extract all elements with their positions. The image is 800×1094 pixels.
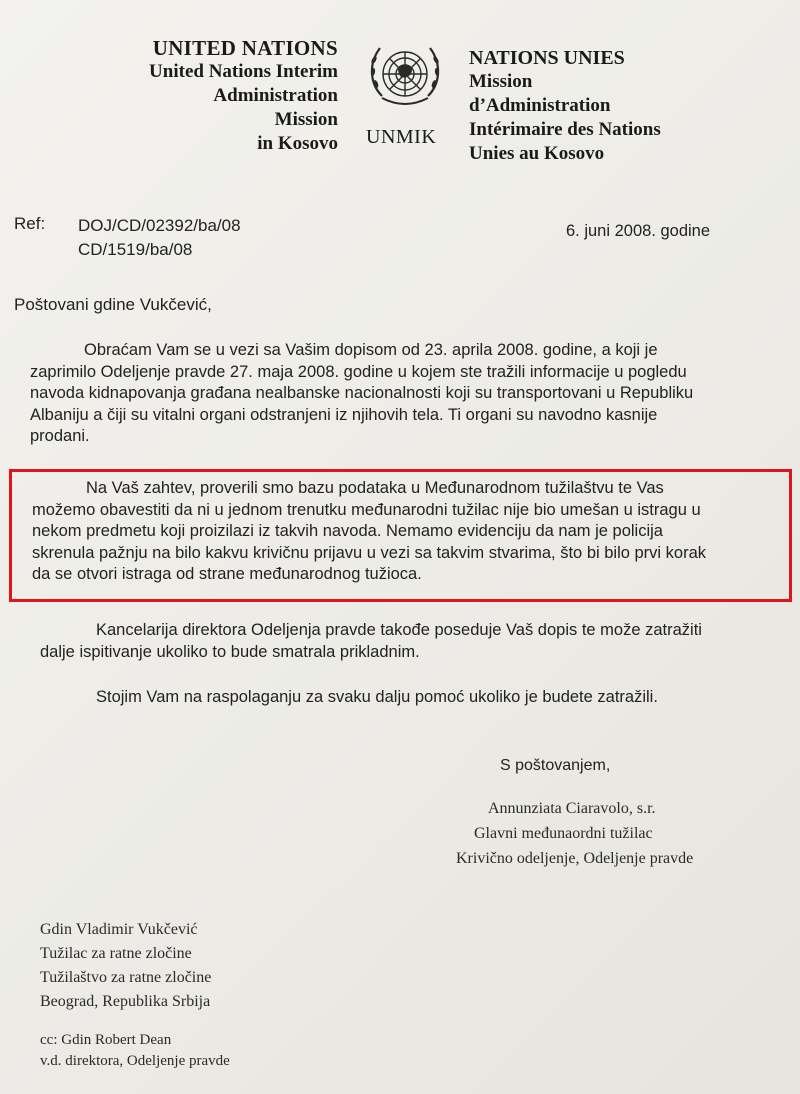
recipient-address	[40, 918, 211, 1014]
ref-number: CD/1519/ba/08	[78, 240, 193, 259]
cc-line: v.d. direktora, Odeljenje pravde	[40, 1053, 230, 1069]
closing: S poštovanjem,	[500, 757, 611, 774]
cc-line: cc: Gdin Robert Dean	[40, 1032, 172, 1048]
signature-name: Annunziata Ciaravolo, s.r.	[488, 800, 656, 817]
org-name-fr: NATIONS UNIES	[469, 47, 625, 69]
org-line-fr: Intérimaire des Nations	[469, 119, 661, 140]
paragraph-line: Kancelarija direktora Odeljenja pravde takođe poseduje Vaš dopis te može zatražiti	[96, 621, 702, 639]
paragraph-line: Stojim Vam na raspolaganju za svaku dalju pomoć ukoliko je budete zatražili.	[96, 688, 658, 706]
ref-numbers	[78, 214, 241, 262]
org-line-fr: Mission	[469, 71, 533, 92]
salutation: Poštovani gdine Vukčević,	[14, 295, 212, 314]
ref-label: Ref:	[14, 214, 46, 233]
org-line-en: Administration	[213, 85, 338, 106]
org-line-en: Mission	[274, 109, 338, 130]
paragraph-line: Albaniju a čiji su vitalni organi odstranjeni iz njihovih tela. Ti organi su navodno kasnije	[30, 405, 658, 424]
signature-title: Glavni međunaordni tužilac	[474, 825, 653, 842]
org-line-fr: Unies au Kosovo	[469, 143, 605, 164]
recipient-line: Gdin Vladimir Vukčević	[40, 921, 198, 938]
org-line-fr: d’Administration	[469, 95, 611, 116]
ref-number: DOJ/CD/02392/ba/08	[78, 216, 241, 235]
un-emblem-icon	[362, 34, 448, 124]
paragraph-2	[32, 478, 706, 586]
recipient-line: Beograd, Republika Srbija	[40, 993, 211, 1010]
paragraph-line: zaprimilo Odeljenje pravde 27. maja 2008. godine u kojem ste tražili informacije u pogledu	[30, 362, 687, 381]
paragraph-line: nekom predmetu koji proizilazi iz takvih navoda. Nemamo evidenciju da nam je policija	[32, 522, 663, 540]
paragraph-line: skrenula pažnju na bilo kakvu krivičnu prijavu u vezi sa takvim stvarima, što bi bilo prvi korak	[32, 543, 707, 562]
recipient-line: Tužilac za ratne zločine	[40, 945, 192, 962]
cc-block	[40, 1030, 230, 1072]
paragraph-line: Obraćam Vam se u vezi sa Vašim dopisom od 23. aprila 2008. godine, a koji je	[84, 341, 658, 359]
paragraph-line: da se otvori istraga od strane međunarodnog tužioca.	[32, 565, 422, 583]
org-line-en: United Nations Interim	[149, 61, 338, 82]
recipient-line: Tužilaštvo za ratne zločine	[40, 969, 212, 986]
org-name-en: UNITED NATIONS	[152, 36, 338, 60]
paragraph-line: prodani.	[30, 427, 90, 445]
letterhead-english	[149, 36, 338, 156]
paragraph-line: možemo obavestiti da ni u jednom trenutku međunarodni tužilac nije bio umešan u istragu u	[32, 500, 701, 519]
paragraph-line: Na Vaš zahtev, proverili smo bazu podataka u Međunarodnom tužilaštvu te Vas	[86, 479, 664, 497]
unmik-acronym: UNMIK	[366, 126, 437, 148]
paragraph-line: navoda kidnapovanja građana nealbanske nacionalnosti koji su transportovani u Republiku	[30, 384, 694, 402]
paragraph-3	[40, 620, 702, 663]
org-line-en: in Kosovo	[257, 133, 338, 154]
paragraph-4	[96, 687, 658, 709]
paragraph-line: dalje ispitivanje ukoliko to bude smatrala prikladnim.	[40, 642, 420, 661]
letterhead-french	[469, 46, 661, 166]
paragraph-1	[30, 340, 693, 448]
signature-department: Krivično odeljenje, Odeljenje pravde	[456, 850, 694, 867]
letter-date: 6. juni 2008. godine	[566, 222, 711, 240]
